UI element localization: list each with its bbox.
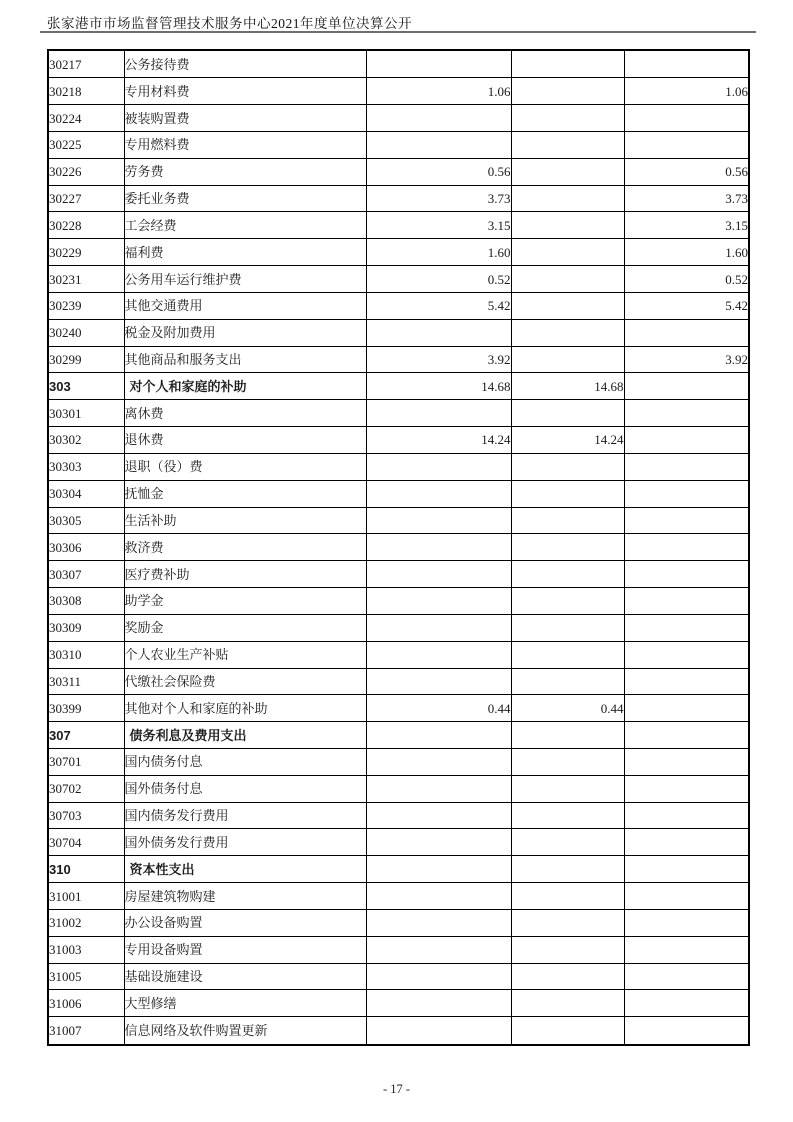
row-code: 30302 [48,427,124,454]
row-value-total [366,534,511,561]
row-value-basic [511,588,624,615]
row-value-project [624,453,749,480]
row-code: 30703 [48,802,124,829]
table-row [48,292,749,319]
row-code: 30229 [48,239,124,266]
row-code: 30307 [48,561,124,588]
row-code: 30239 [48,292,124,319]
row-value-project: 1.06 [624,78,749,105]
row-value-project [624,427,749,454]
row-value-basic [511,480,624,507]
row-value-total [366,883,511,910]
row-name: 信息网络及软件购置更新 [124,1017,366,1045]
row-value-basic [511,400,624,427]
row-value-basic: 0.44 [511,695,624,722]
row-value-total [366,722,511,749]
row-name: 福利费 [124,239,366,266]
row-value-project [624,507,749,534]
row-name: 公务用车运行维护费 [124,266,366,293]
row-name: 退休费 [124,427,366,454]
row-value-basic [511,185,624,212]
table-row [48,346,749,373]
table-row [48,990,749,1017]
row-name: 国外债务发行费用 [124,829,366,856]
row-code: 30217 [48,50,124,78]
row-name: 税金及附加费用 [124,319,366,346]
row-name: 办公设备购置 [124,909,366,936]
row-value-project [624,775,749,802]
row-value-project [624,561,749,588]
row-value-total [366,668,511,695]
row-value-total: 1.60 [366,239,511,266]
row-value-project [624,883,749,910]
row-name: 个人农业生产补贴 [124,641,366,668]
table-row [48,534,749,561]
row-value-project: 0.52 [624,266,749,293]
row-name: 退职（役）费 [124,453,366,480]
row-value-project [624,105,749,132]
row-code: 30226 [48,158,124,185]
row-value-total [366,909,511,936]
row-name: 抚恤金 [124,480,366,507]
table-row [48,775,749,802]
table-row [48,614,749,641]
row-name: 离休费 [124,400,366,427]
row-value-basic [511,292,624,319]
table-row [48,695,749,722]
table-row [48,588,749,615]
row-name: 委托业务费 [124,185,366,212]
row-value-basic [511,856,624,883]
row-code: 31005 [48,963,124,990]
row-code: 30227 [48,185,124,212]
row-value-project [624,400,749,427]
row-value-basic [511,990,624,1017]
row-value-basic [511,319,624,346]
row-value-total [366,856,511,883]
row-value-total [366,561,511,588]
row-value-project [624,856,749,883]
table-row [48,936,749,963]
row-value-total [366,775,511,802]
row-value-basic [511,507,624,534]
row-code: 30218 [48,78,124,105]
row-code: 30701 [48,749,124,776]
table-row [48,829,749,856]
row-code: 31003 [48,936,124,963]
row-value-basic [511,346,624,373]
row-name: 工会经费 [124,212,366,239]
row-value-total [366,829,511,856]
table-row [48,802,749,829]
table-row [48,507,749,534]
row-code: 30301 [48,400,124,427]
row-value-project: 3.92 [624,346,749,373]
table-row [48,50,749,78]
row-value-project: 3.15 [624,212,749,239]
table-row [48,131,749,158]
row-value-project [624,695,749,722]
table-row [48,722,749,749]
row-value-total [366,963,511,990]
row-name: 公务接待费 [124,50,366,78]
row-name: 对个人和家庭的补助 [124,373,366,400]
table-row [48,856,749,883]
row-value-total [366,400,511,427]
row-value-total: 14.24 [366,427,511,454]
row-name: 助学金 [124,588,366,615]
row-value-total [366,453,511,480]
row-value-total [366,480,511,507]
row-value-project [624,480,749,507]
row-name: 专用设备购置 [124,936,366,963]
row-value-basic [511,909,624,936]
row-value-basic [511,266,624,293]
row-code: 30228 [48,212,124,239]
row-value-project [624,802,749,829]
row-value-total: 5.42 [366,292,511,319]
row-value-total [366,749,511,776]
row-value-basic [511,802,624,829]
table-row [48,212,749,239]
row-code: 30299 [48,346,124,373]
row-code: 30306 [48,534,124,561]
row-name: 生活补助 [124,507,366,534]
row-code: 31002 [48,909,124,936]
page-number: - 17 - [382,1082,411,1096]
row-name: 债务利息及费用支出 [124,722,366,749]
table-row [48,453,749,480]
row-value-project [624,722,749,749]
row-value-basic: 14.24 [511,427,624,454]
budget-table-body [48,50,749,1045]
row-code: 310 [48,856,124,883]
table-row [48,78,749,105]
row-value-total: 1.06 [366,78,511,105]
row-value-project [624,534,749,561]
table-row [48,749,749,776]
budget-expenditure-table [47,49,750,1046]
row-code: 30311 [48,668,124,695]
row-value-project [624,641,749,668]
row-code: 30224 [48,105,124,132]
row-value-basic [511,722,624,749]
row-name: 大型修缮 [124,990,366,1017]
row-code: 30702 [48,775,124,802]
row-value-total [366,802,511,829]
row-value-project [624,963,749,990]
row-value-project [624,588,749,615]
row-value-total: 0.56 [366,158,511,185]
row-value-basic [511,239,624,266]
row-value-basic [511,829,624,856]
row-name: 其他对个人和家庭的补助 [124,695,366,722]
row-code: 31006 [48,990,124,1017]
row-code: 30305 [48,507,124,534]
row-value-basic [511,534,624,561]
row-name: 房屋建筑物购建 [124,883,366,910]
row-value-project [624,319,749,346]
row-value-project: 0.56 [624,158,749,185]
row-value-total [366,614,511,641]
row-code: 30310 [48,641,124,668]
row-name: 劳务费 [124,158,366,185]
row-code: 31001 [48,883,124,910]
row-value-basic [511,614,624,641]
row-value-total [366,990,511,1017]
row-value-total [366,588,511,615]
row-value-basic [511,1017,624,1045]
table-row [48,239,749,266]
row-name: 基础设施建设 [124,963,366,990]
row-value-project: 3.73 [624,185,749,212]
row-value-total: 14.68 [366,373,511,400]
table-row [48,1017,749,1045]
row-value-project: 5.42 [624,292,749,319]
row-value-project [624,373,749,400]
row-value-basic [511,105,624,132]
row-value-basic [511,641,624,668]
row-code: 30704 [48,829,124,856]
table-row [48,185,749,212]
row-name: 国外债务付息 [124,775,366,802]
table-row [48,319,749,346]
row-value-project [624,50,749,78]
row-value-basic [511,668,624,695]
row-value-total [366,507,511,534]
row-name: 国内债务付息 [124,749,366,776]
row-code: 30303 [48,453,124,480]
row-value-project [624,1017,749,1045]
row-value-basic [511,963,624,990]
table-row [48,427,749,454]
row-code: 31007 [48,1017,124,1045]
table-row [48,641,749,668]
table-row [48,105,749,132]
row-value-project [624,909,749,936]
row-value-total: 3.15 [366,212,511,239]
row-value-total [366,641,511,668]
row-name: 其他交通费用 [124,292,366,319]
row-value-project [624,936,749,963]
table-row [48,373,749,400]
row-code: 303 [48,373,124,400]
table-row [48,668,749,695]
row-value-total [366,936,511,963]
row-value-total: 0.52 [366,266,511,293]
row-value-basic [511,936,624,963]
row-value-project [624,829,749,856]
row-value-basic: 14.68 [511,373,624,400]
row-value-basic [511,158,624,185]
table-row [48,266,749,293]
row-value-project: 1.60 [624,239,749,266]
row-code: 30225 [48,131,124,158]
row-name: 其他商品和服务支出 [124,346,366,373]
row-value-total: 0.44 [366,695,511,722]
row-value-basic [511,212,624,239]
row-value-project [624,131,749,158]
row-value-basic [511,131,624,158]
table-row [48,963,749,990]
row-code: 30240 [48,319,124,346]
row-value-basic [511,78,624,105]
row-value-total: 3.92 [366,346,511,373]
table-row [48,561,749,588]
row-name: 被装购置费 [124,105,366,132]
row-value-total [366,1017,511,1045]
row-value-basic [511,775,624,802]
row-name: 救济费 [124,534,366,561]
row-value-project [624,668,749,695]
page-header-title: 张家港市市场监督管理技术服务中心2021年度单位决算公开 [47,16,412,31]
header-rule [40,31,756,33]
row-value-basic [511,883,624,910]
row-code: 307 [48,722,124,749]
table-row [48,909,749,936]
row-value-basic [511,453,624,480]
row-value-basic [511,50,624,78]
row-value-basic [511,749,624,776]
row-value-project [624,614,749,641]
row-code: 30231 [48,266,124,293]
row-code: 30399 [48,695,124,722]
row-value-project [624,990,749,1017]
row-value-basic [511,561,624,588]
row-value-total [366,50,511,78]
row-name: 资本性支出 [124,856,366,883]
row-name: 代缴社会保险费 [124,668,366,695]
row-name: 医疗费补助 [124,561,366,588]
row-code: 30308 [48,588,124,615]
row-name: 专用材料费 [124,78,366,105]
table-row [48,480,749,507]
row-value-total: 3.73 [366,185,511,212]
table-row [48,158,749,185]
row-name: 国内债务发行费用 [124,802,366,829]
row-value-total [366,131,511,158]
table-row [48,400,749,427]
table-row [48,883,749,910]
row-value-project [624,749,749,776]
row-code: 30309 [48,614,124,641]
row-code: 30304 [48,480,124,507]
row-name: 奖励金 [124,614,366,641]
row-value-total [366,105,511,132]
row-value-total [366,319,511,346]
row-name: 专用燃料费 [124,131,366,158]
